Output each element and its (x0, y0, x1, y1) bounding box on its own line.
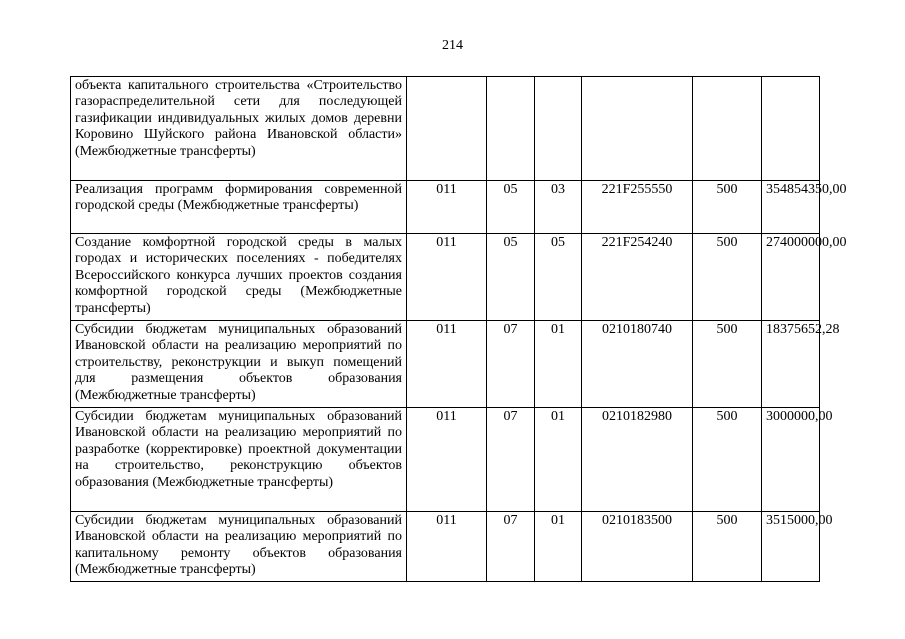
section-cell: 05 (487, 181, 535, 234)
table-row (71, 321, 820, 408)
row-description: объекта капитального строительства «Строительство газораспределительной сети для последующей газификации индивидуальных жилых домов деревни Коровино Шуйского района Ивановской области» (Межбюджетные трансферты) (71, 77, 407, 181)
row-description: Создание комфортной городской среды в малых городах и исторических поселениях - победителях Всероссийского конкурса лучших проектов создания комфортной городской среды (Межбюджетные трансферты) (71, 234, 407, 321)
row-description: Субсидии бюджетам муниципальных образований Ивановской области на реализацию мероприятий по капитальному ремонту объектов образования (Межбюджетные трансферты) (71, 512, 407, 582)
table-row (71, 77, 820, 181)
section-cell: 07 (487, 512, 535, 582)
section-cell: 05 (487, 234, 535, 321)
table-row (71, 234, 820, 321)
section-cell: 07 (487, 321, 535, 408)
page-number: 214 (442, 38, 463, 53)
section-cell: 07 (487, 408, 535, 512)
amount-cell: 274000000,00 (762, 234, 820, 321)
row-description: Субсидии бюджетам муниципальных образований Ивановской области на реализацию мероприятий по разработке (корректировке) проектной документации на строительство, реконструкцию объектов образования (Межбюджетные трансферты) (71, 408, 407, 512)
admin-code-cell: 011 (407, 408, 487, 512)
target-article-cell: 221F255550 (582, 181, 693, 234)
row-description: Субсидии бюджетам муниципальных образований Ивановской области на реализацию мероприятий по строительству, реконструкции и выкуп помещений для размещения объектов образования (Межбюджетные трансферты) (71, 321, 407, 408)
target-article-cell (582, 77, 693, 181)
table-row (71, 408, 820, 512)
amount-cell: 3515000,00 (762, 512, 820, 582)
subsection-cell: 01 (535, 408, 582, 512)
target-article-cell: 0210183500 (582, 512, 693, 582)
amount-cell: 18375652,28 (762, 321, 820, 408)
admin-code-cell: 011 (407, 512, 487, 582)
subsection-cell: 01 (535, 512, 582, 582)
subsection-cell (535, 77, 582, 181)
table-row (71, 181, 820, 234)
target-article-cell: 221F254240 (582, 234, 693, 321)
expense-type-cell: 500 (693, 512, 762, 582)
subsection-cell: 01 (535, 321, 582, 408)
admin-code-cell: 011 (407, 181, 487, 234)
expense-type-cell: 500 (693, 408, 762, 512)
expense-type-cell: 500 (693, 181, 762, 234)
admin-code-cell: 011 (407, 234, 487, 321)
amount-cell: 3000000,00 (762, 408, 820, 512)
expense-type-cell (693, 77, 762, 181)
subsection-cell: 03 (535, 181, 582, 234)
target-article-cell: 0210182980 (582, 408, 693, 512)
budget-table (70, 76, 847, 582)
expense-type-cell: 500 (693, 321, 762, 408)
section-cell (487, 77, 535, 181)
target-article-cell: 0210180740 (582, 321, 693, 408)
admin-code-cell (407, 77, 487, 181)
expense-type-cell: 500 (693, 234, 762, 321)
row-description: Реализация программ формирования современной городской среды (Межбюджетные трансферты) (71, 181, 407, 234)
admin-code-cell: 011 (407, 321, 487, 408)
table-row (71, 512, 820, 582)
amount-cell (762, 77, 820, 181)
subsection-cell: 05 (535, 234, 582, 321)
amount-cell: 354854350,00 (762, 181, 820, 234)
